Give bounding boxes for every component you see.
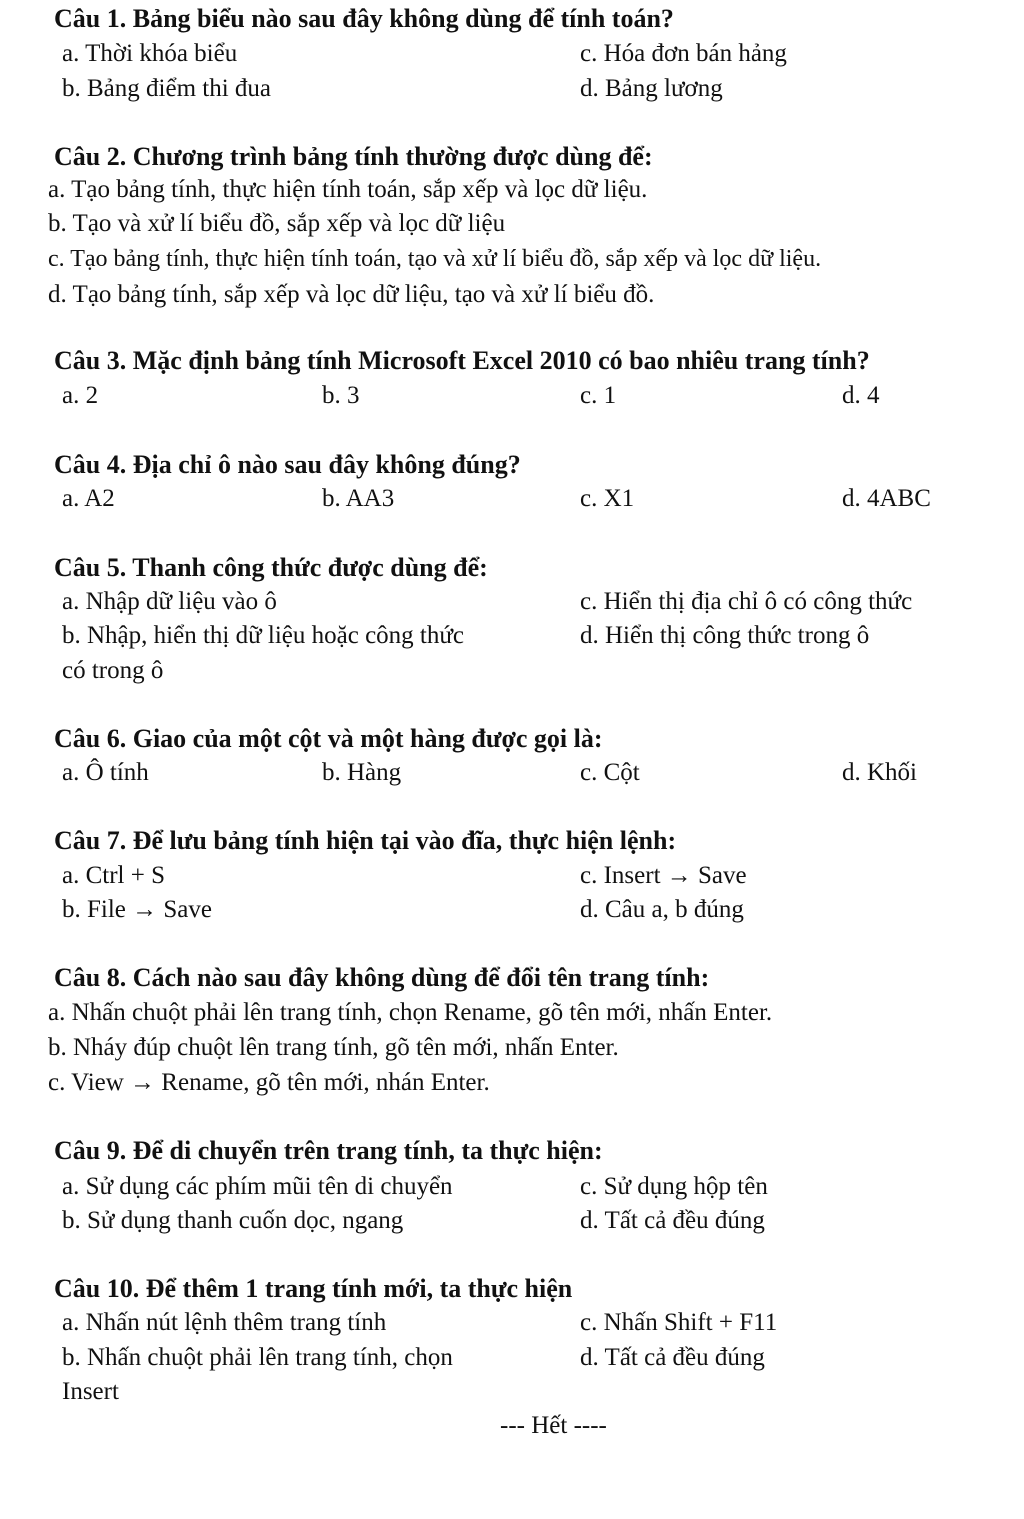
question-2-title: Câu 2. Chương trình bảng tính thường được dùng để:	[54, 142, 653, 171]
q8-option-b: b. Nháy đúp chuột lên trang tính, gõ tên mới, nhấn Enter.	[48, 1034, 619, 1061]
q10-option-a: a. Nhấn nút lệnh thêm trang tính	[62, 1309, 387, 1336]
q2-option-b: b. Tạo và xử lí biểu đồ, sắp xếp và lọc dữ liệu	[48, 210, 506, 237]
q8-option-a: a. Nhấn chuột phải lên trang tính, chọn Rename, gõ tên mới, nhấn Enter.	[48, 999, 773, 1026]
q6-option-c: c. Cột	[580, 759, 640, 786]
q5-option-c: c. Hiển thị địa chỉ ô có công thức	[580, 588, 913, 615]
q5-option-d: d. Hiển thị công thức trong ô	[580, 622, 870, 649]
q9-option-b: b. Sử dụng thanh cuốn dọc, ngang	[62, 1207, 404, 1234]
question-8-title: Câu 8. Cách nào sau đây không dùng để đổi tên trang tính:	[54, 963, 710, 992]
q1-option-b: b. Bảng điểm thi đua	[62, 75, 271, 102]
q6-option-b: b. Hàng	[322, 759, 402, 786]
q1-option-d: d. Bảng lương	[580, 75, 723, 102]
q5-option-a: a. Nhập dữ liệu vào ô	[62, 588, 277, 615]
q10-option-b-continued: Insert	[62, 1378, 119, 1405]
question-5-title: Câu 5. Thanh công thức được dùng để:	[54, 553, 488, 582]
q3-option-c: c. 1	[580, 382, 617, 409]
question-4-title: Câu 4. Địa chỉ ô nào sau đây không đúng?	[54, 450, 521, 479]
question-10-title: Câu 10. Để thêm 1 trang tính mới, ta thực hiện	[54, 1274, 573, 1303]
q9-option-d: d. Tất cả đều đúng	[580, 1207, 765, 1234]
q10-option-c: c. Nhấn Shift + F11	[580, 1309, 778, 1336]
q5-option-b: b. Nhập, hiển thị dữ liệu hoặc công thức	[62, 622, 465, 649]
question-6-title: Câu 6. Giao của một cột và một hàng được gọi là:	[54, 724, 603, 753]
q2-option-d: d. Tạo bảng tính, sắp xếp và lọc dữ liệu, tạo và xử lí biểu đồ.	[48, 281, 655, 308]
q7-option-b: b. File → Save	[62, 896, 212, 923]
q3-option-a: a. 2	[62, 382, 99, 409]
q4-option-c: c. X1	[580, 485, 635, 512]
q9-option-a: a. Sử dụng các phím mũi tên di chuyển	[62, 1173, 453, 1200]
q7-option-d: d. Câu a, b đúng	[580, 896, 744, 923]
q1-option-c: c. Hóa đơn bán hảng	[580, 40, 787, 67]
question-7-title: Câu 7. Để lưu bảng tính hiện tại vào đĩa, thực hiện lệnh:	[54, 826, 677, 855]
q3-option-b: b. 3	[322, 382, 360, 409]
q4-option-b: b. AA3	[322, 485, 395, 512]
question-1-title: Câu 1. Bảng biểu nào sau đây không dùng để tính toán?	[54, 4, 674, 33]
q6-option-d: d. Khối	[842, 759, 917, 786]
q10-option-d: d. Tất cả đều đúng	[580, 1344, 765, 1371]
q3-option-d: d. 4	[842, 382, 880, 409]
q2-option-a: a. Tạo bảng tính, thực hiện tính toán, sắp xếp và lọc dữ liệu.	[48, 176, 648, 203]
q2-option-c: c. Tạo bảng tính, thực hiện tính toán, tạo và xử lí biểu đồ, sắp xếp và lọc dữ liệu.	[48, 246, 822, 272]
q10-option-b: b. Nhấn chuột phải lên trang tính, chọn	[62, 1344, 453, 1371]
end-marker: --- Hết ----	[500, 1412, 607, 1439]
q8-option-c: c. View → Rename, gõ tên mới, nhán Enter.	[48, 1069, 490, 1096]
question-3-title: Câu 3. Mặc định bảng tính Microsoft Excel 2010 có bao nhiêu trang tính?	[54, 346, 870, 375]
q1-option-a: a. Thời khóa biểu	[62, 40, 238, 67]
question-9-title: Câu 9. Để di chuyển trên trang tính, ta thực hiện:	[54, 1136, 603, 1165]
q5-option-b-continued: có trong ô	[62, 657, 164, 684]
q7-option-a: a. Ctrl + S	[62, 862, 165, 889]
q7-option-c: c. Insert → Save	[580, 862, 747, 889]
q4-option-a: a. A2	[62, 485, 115, 512]
q9-option-c: c. Sử dụng hộp tên	[580, 1173, 768, 1200]
q6-option-a: a. Ô tính	[62, 759, 149, 786]
q4-option-d: d. 4ABC	[842, 485, 931, 512]
